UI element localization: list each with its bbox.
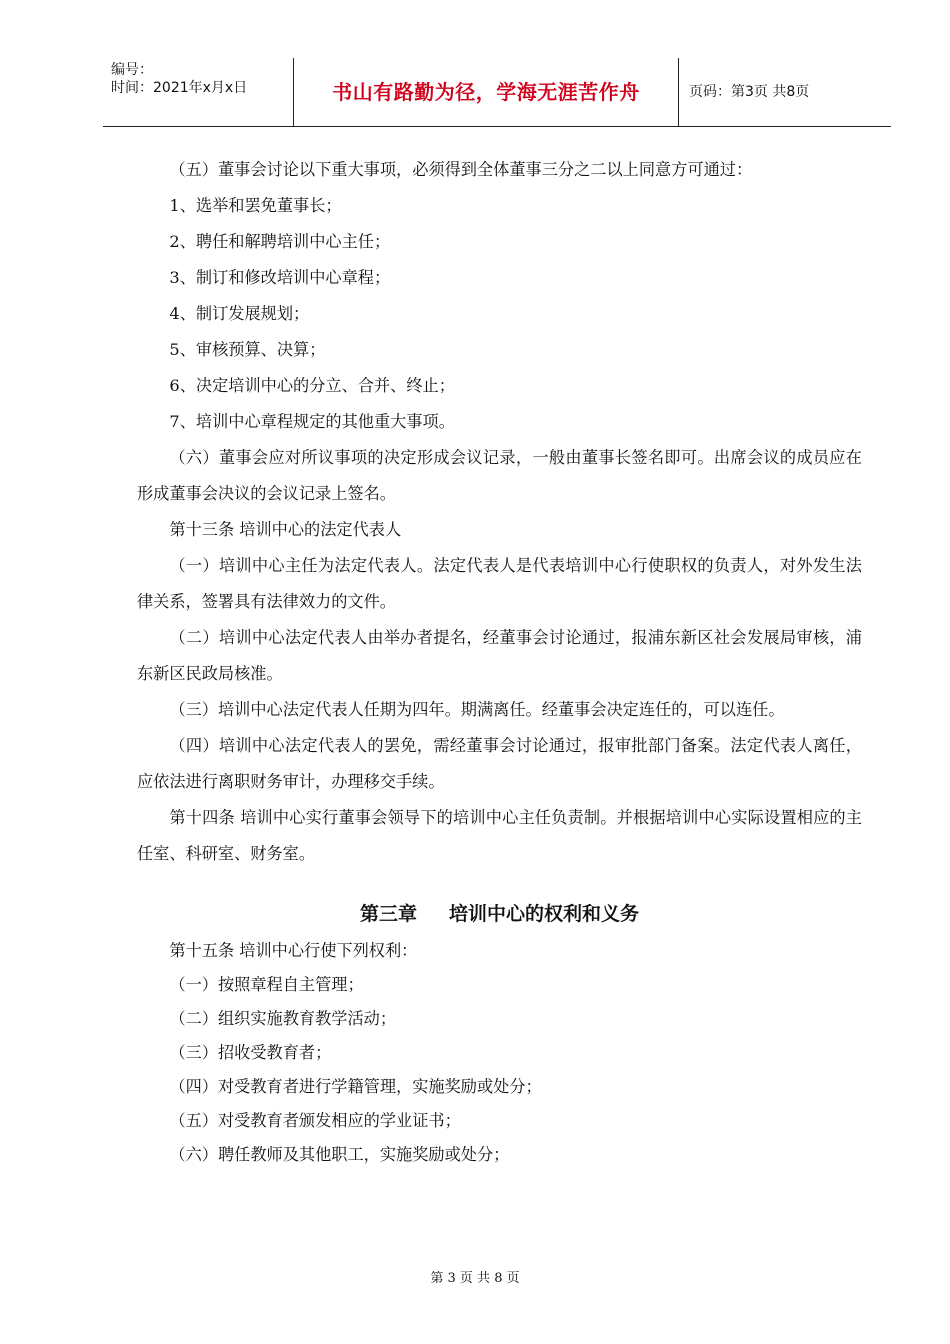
- chapter-title: 培训中心的权利和义务: [449, 903, 640, 925]
- article-13-item-1: （一）培训中心主任为法定代表人。法定代表人是代表培训中心行使职权的负责人，对外发生法律关系，签署具有法律效力的文件。: [137, 556, 862, 611]
- article-13-heading: 第十三条 培训中心的法定代表人: [169, 520, 402, 539]
- list-item: （五）对受教育者颁发相应的学业证书；: [169, 1111, 461, 1130]
- article-13-item-4: （四）培训中心法定代表人的罢免，需经董事会讨论通过，报审批部门备案。法定代表人离任，应依法进行离职财务审计，办理移交手续。: [137, 736, 862, 791]
- header-page-number: 页码：第3页 共8页: [689, 84, 810, 100]
- document-date: 时间：2021年x月x日: [111, 80, 248, 96]
- list-item: （二）组织实施教育教学活动；: [169, 1009, 397, 1028]
- page-footer: 第 3 页 共 8 页: [430, 1271, 520, 1286]
- list-item: 4、制订发展规划；: [169, 304, 310, 323]
- article-13-item-2: （二）培训中心法定代表人由举办者提名，经董事会讨论通过，报浦东新区社会发展局审核，浦东新区民政局核准。: [137, 628, 862, 683]
- article-14-paragraph: 第十四条 培训中心实行董事会领导下的培训中心主任负责制。并根据培训中心实际设置相应的主任室、科研室、财务室。: [137, 808, 862, 863]
- article-15-heading: 第十五条 培训中心行使下列权利：: [169, 941, 418, 960]
- list-item: 1、选举和罢免董事长；: [169, 196, 342, 215]
- clause-6-paragraph: （六）董事会应对所议事项的决定形成会议记录，一般由董事长签名即可。出席会议的成员应在形成董事会决议的会议记录上签名。: [137, 448, 862, 503]
- list-item: 5、审核预算、决算；: [169, 340, 326, 359]
- header-meta: [103, 58, 294, 126]
- header-motto: 书山有路勤为径，学海无涯苦作舟: [294, 58, 679, 126]
- list-item: （三）招收受教育者；: [169, 1043, 332, 1062]
- list-item: 2、聘任和解聘培训中心主任；: [169, 232, 391, 251]
- document-body: [137, 152, 862, 1172]
- document-number: 编号：: [111, 62, 153, 78]
- list-item: （四）对受教育者进行学籍管理，实施奖励或处分；: [169, 1077, 542, 1096]
- list-item: 7、培训中心章程规定的其他重大事项。: [169, 412, 455, 431]
- list-item: （一）按照章程自主管理；: [169, 975, 364, 994]
- list-item: 6、决定培训中心的分立、合并、终止；: [169, 376, 455, 395]
- article-13-item-3: （三）培训中心法定代表人任期为四年。期满离任。经董事会决定连任的，可以连任。: [169, 700, 785, 719]
- chapter-number: 第三章: [359, 903, 417, 925]
- chapter-heading: [137, 894, 862, 934]
- list-item: （六）聘任教师及其他职工，实施奖励或处分；: [169, 1145, 510, 1164]
- list-item: 3、制订和修改培训中心章程；: [169, 268, 391, 287]
- clause-5-intro: （五）董事会讨论以下重大事项，必须得到全体董事三分之二以上同意方可通过：: [169, 160, 753, 179]
- page-header: [103, 58, 891, 127]
